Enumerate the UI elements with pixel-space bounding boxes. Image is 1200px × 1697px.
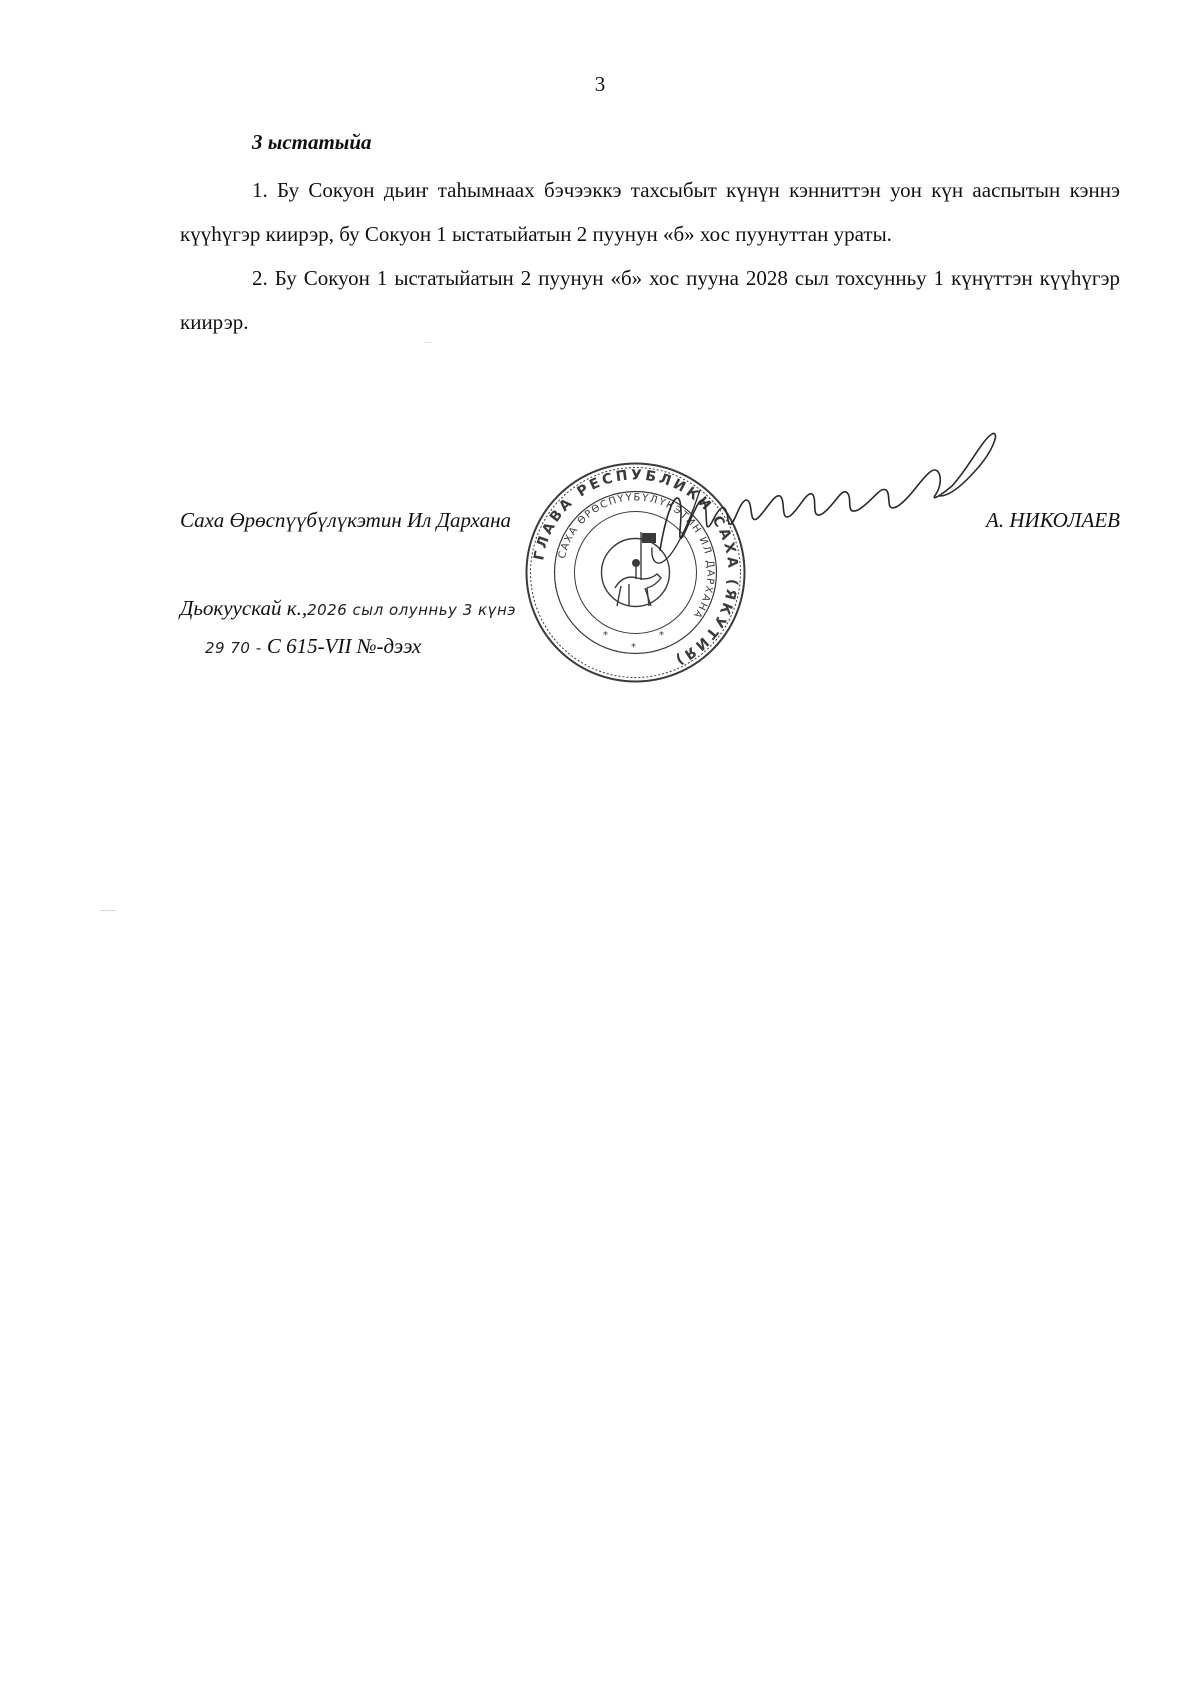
svg-text:*: *	[631, 642, 636, 653]
page-number: 3	[594, 72, 606, 96]
handwritten-number: 29 70 -	[205, 639, 262, 657]
place-date-line	[180, 596, 516, 621]
svg-text:*: *	[603, 630, 608, 641]
document-number-suffix: С 615-VII №-дээх	[266, 634, 422, 658]
stamp-outer-text: ГЛАВА РЕСПУБЛИКИ САХА (ЯКУТИЯ)	[531, 467, 741, 669]
document-number-line	[205, 634, 421, 659]
article-paragraph-1: 1. Бу Сокуон дьиҥ таһымнаах бэчээккэ тахсыбыт күнүн кэнниттэн уон күн ааспытын кэннэ күүһүгэр киирэр, бу Сокуон 1 ыстатыйатын 2 пуунун «б» хос пуунуттан ураты.	[180, 178, 1120, 246]
handwritten-signature	[640, 430, 1040, 600]
scan-speck	[100, 910, 116, 911]
signatory-title: Саха Өрөспүүбүлүкэтин Ил Дархана	[180, 508, 511, 532]
scan-speck	[424, 342, 432, 343]
handwritten-date: 2026 сыл олунньу 3 күнэ	[307, 601, 516, 619]
article-paragraph-2: 2. Бу Сокуон 1 ыстатыйатын 2 пуунун «б» хос пуунa 2028 сыл тохсунньу 1 күнүттэн күүһүгэр киирэр.	[180, 266, 1120, 334]
signatory-name: А. НИКОЛАЕВ	[986, 508, 1120, 532]
place-label: Дьокуускай к.,	[180, 596, 308, 620]
svg-text:*: *	[659, 630, 664, 641]
article-title: 3 ыстатыйа	[252, 130, 372, 154]
stamp-inner-text: САХА ӨРӨСПҮҮБҮЛҮКЭТИН ИЛ ДАРХАНА	[556, 492, 716, 621]
